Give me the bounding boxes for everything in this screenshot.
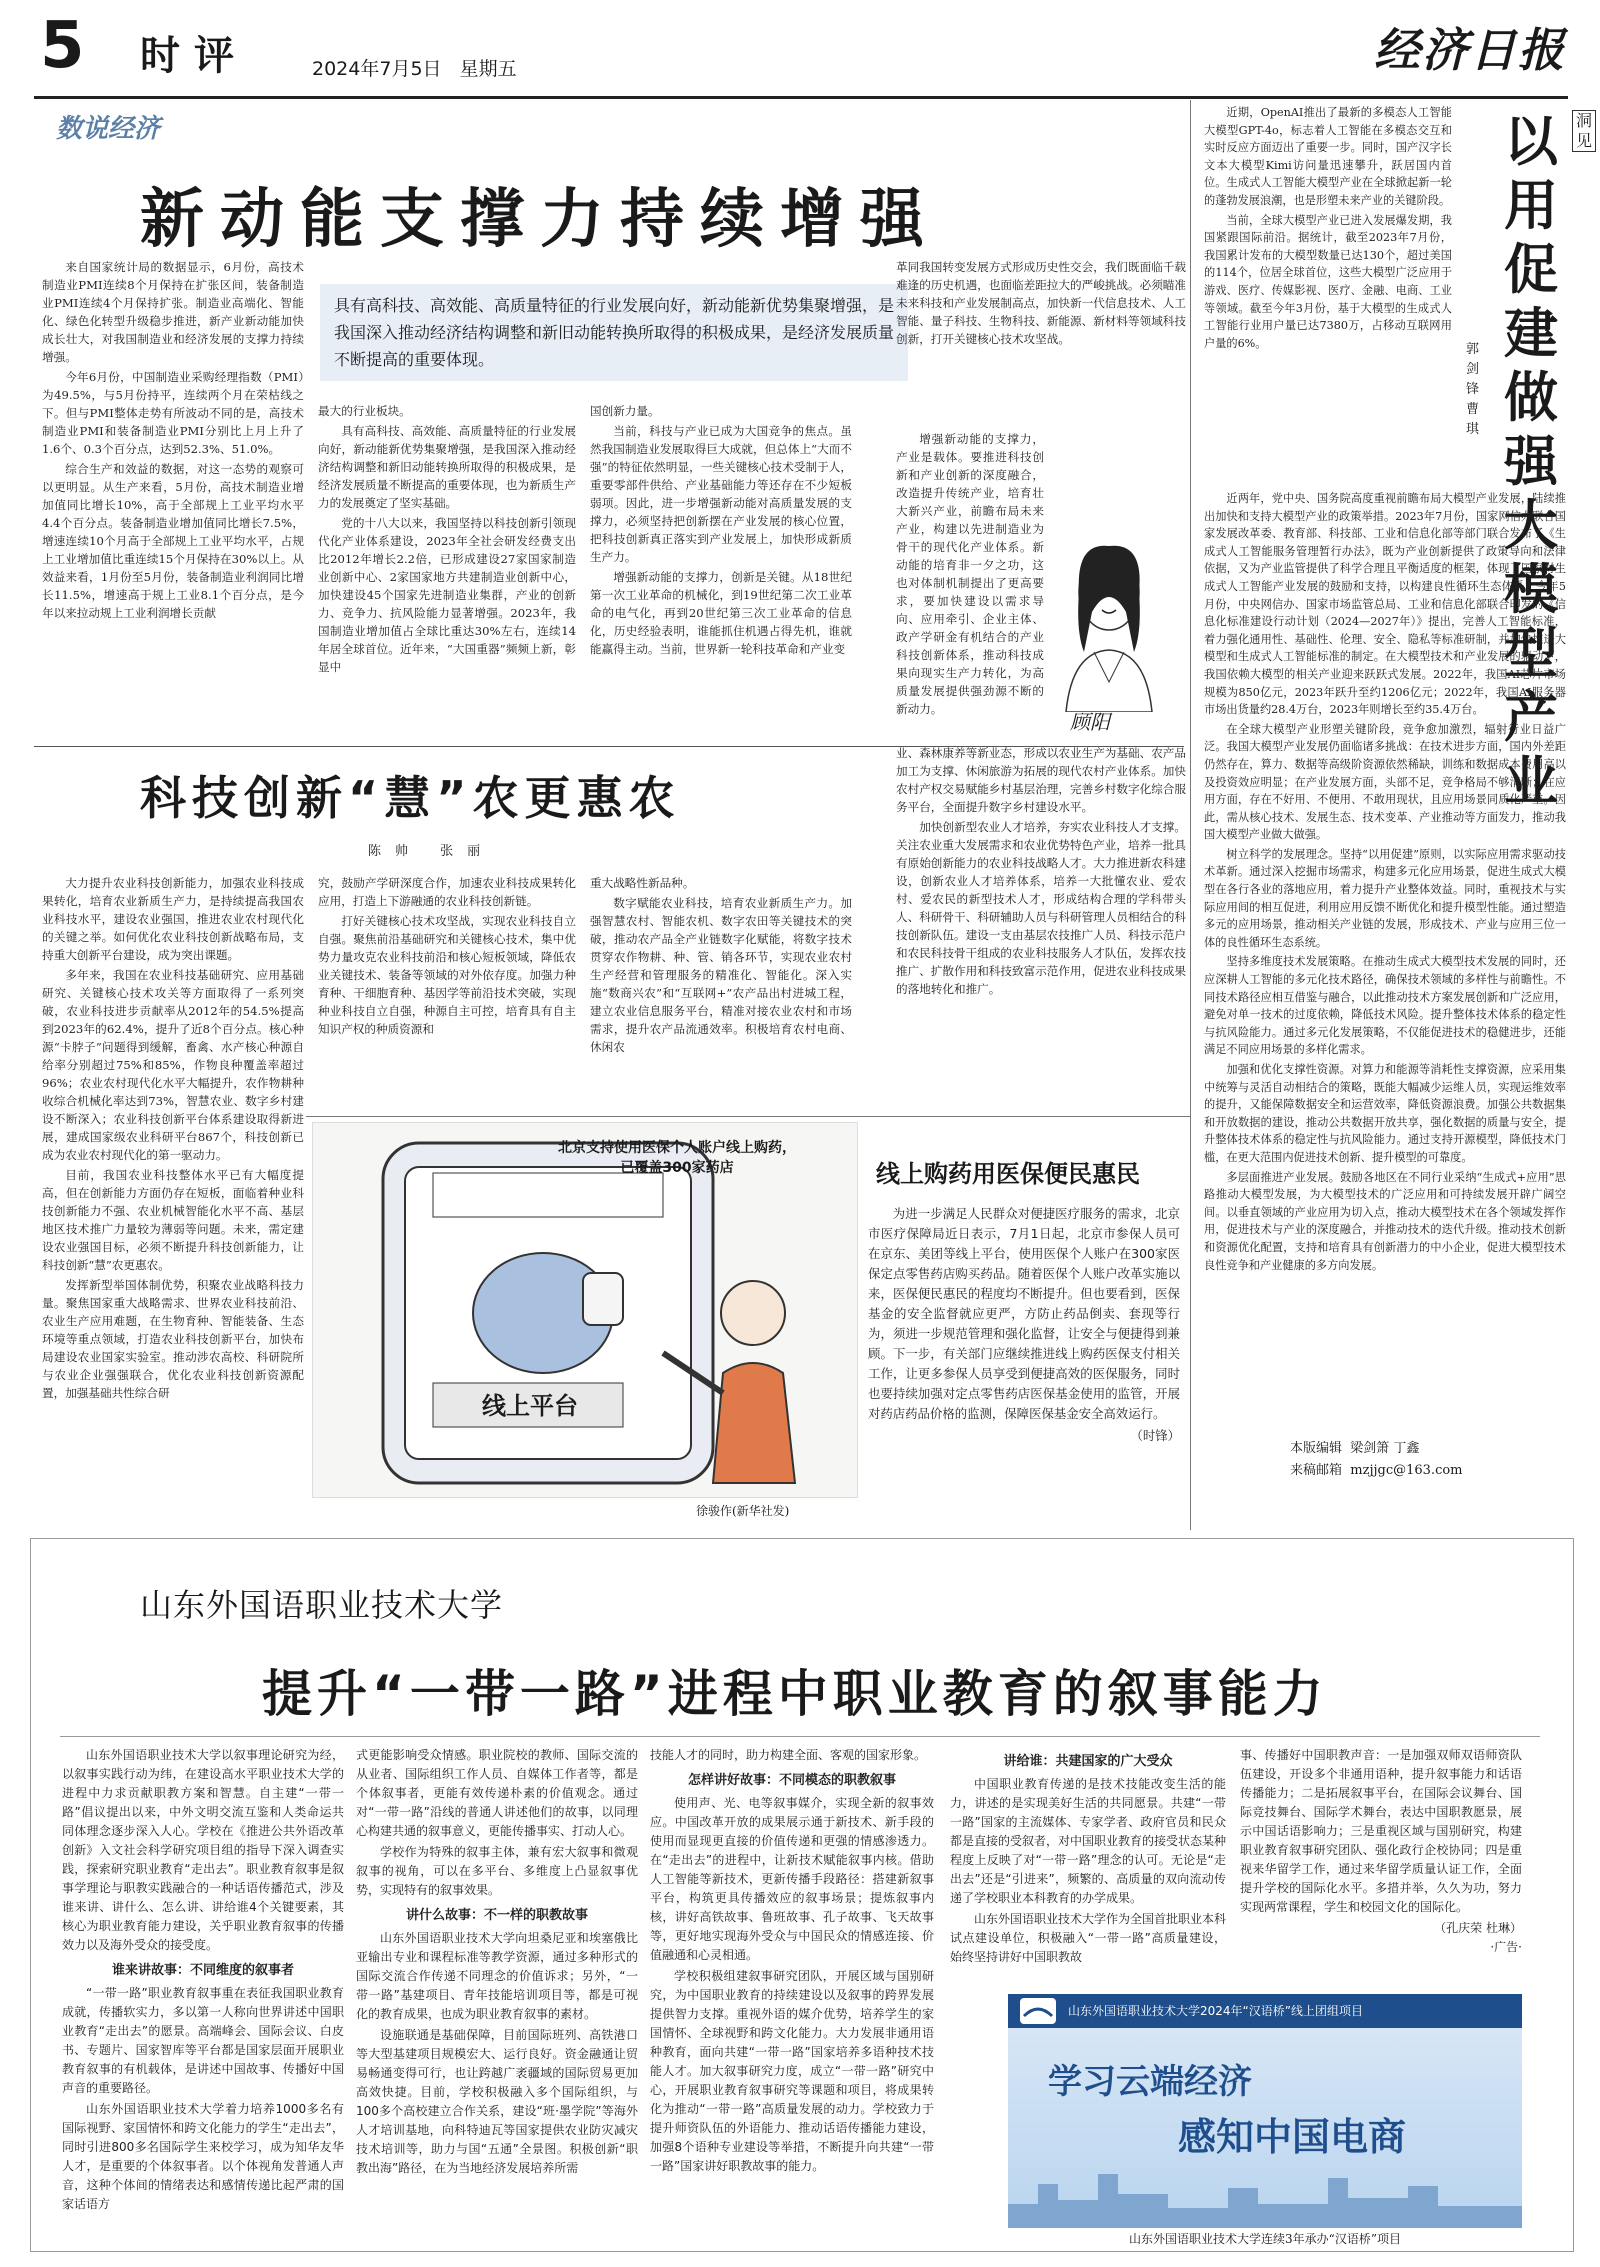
- box-title: 线上购药用医保便民惠民: [876, 1160, 1140, 1188]
- author-signature: 顾阳: [1070, 710, 1110, 734]
- cartoon-platform-label: 线上平台: [482, 1392, 578, 1420]
- second-byline: 陈帅 张丽: [368, 844, 495, 859]
- opinion-col-bottom: [1204, 490, 1566, 1410]
- ad-subheading: 怎样讲好故事：不同模态的职教叙事: [687, 1773, 896, 1788]
- paragraph: 近期，OpenAI推出了最新的多模态人工智能大模型GPT-4o，标志着人工智能在多模态交互和实时反应方面迈出了重要一步。同时，国产汉字长文本大模型Kimi访问量迅速攀升，跃居国内首位。生成式人工智能大模型产业在全球掀起新一轮的蓬勃发展浪潮，也是形塑未来产业的关键阶段。: [1204, 106, 1452, 207]
- paragraph: 山东外国语职业技术大学以叙事理论研究为经，以叙事实践行动为纬，在建设高水平职业技术大学的进程中力求贡献职教方案和智慧。自主建“一带一路”倡议提出以来，中外文明交流互鉴和人类命运共同体理念逐步深入人心。学校在《推进公共外语改革创新》入文社会科学研究项目组的指导下深入调查实践，探索研究职业教育“走出去”。职业教育叙事是叙事学理论与职教实践融合的一种话语传播范式，涉及谁来讲、讲什么、怎么讲、讲给谁4个关键要素，其核心为职业教育能力建设，关乎职业教育叙事的传播效力以及海外受众的接受度。: [62, 1748, 344, 1952]
- column-tag: 洞见: [1572, 110, 1596, 152]
- paragraph: 加强和优化支撑性资源。对算力和能源等消耗性支撑资源，应采用集中统筹与灵活自动相结合的策略，既能大幅减少运维人员，实现运维效率的提升，又能保障数据安全和运营效率，降低资源浪费。加强公共数据集和开放数据的建设，推动公共数据开放共享，强化数据的质量与安全，提升整体技术体系的稳定性与抗风险能力。通过支持开源模型，降低技术门槛，在更大范围内促进技术创新、提升模型的可靠度。: [1204, 1063, 1566, 1164]
- cartoon-illustration: [312, 1122, 858, 1498]
- lead-col-2: [318, 402, 576, 738]
- lead-headline: 新动能支撑力持续增强: [140, 183, 940, 257]
- paragraph: 中国职业教育传递的是技术技能改变生活的能力，讲述的是实现美好生活的共同愿景。共建“一带一路”国家的主流媒体、专家学者、政府官员和民众都是直接的受叙者，对中国职业教育的接受状态某种程度上反映了对“一带一路”理念的认可。无论是“走出去”还是“引进来”，频繁的、高质量的双向流动传递了学校职业本科教育的办学成果。: [950, 1777, 1226, 1905]
- paragraph: 使用声、光、电等叙事媒介，实现全新的叙事效应。中国改革开放的成果展示通于新技术、新手段的使用而显现更直接的价值传递和更强的情感渗透力。在“走出去”的进程中，让新技术赋能叙事内核。借助人工智能等新技术，更新传播手段路径：搭建新叙事平台，构筑更具传播效应的叙事场景；提炼叙事内核，讲好高铁故事、鲁班故事、孔子故事、飞天故事等，更好地实现海外受众与中国民众的情感连接、价值融通和心灵相通。: [650, 1796, 934, 1962]
- opinion-col-top: [1204, 104, 1452, 484]
- paragraph: 多层面推进产业发展。鼓励各地区在不同行业采纳“生成式+应用”思路推动大模型发展，为大模型技术的广泛应用和可持续发展开辟广阔空间。以垂直领域的产业应用为切入点，推动大模型技术在各个领域发挥作用，促进技术与产业的深度融合，并推动技术的迭代升级。推动技术创新和资源优化配置，支持和培育具有创新潜力的中小企业，促进大模型技术良性竞争和产业健康的多方向发展。: [1204, 1170, 1566, 1272]
- ad-col-5: [1240, 1746, 1522, 1986]
- city-skyline-icon: [1008, 2164, 1522, 2228]
- lead-col-4b: [896, 430, 1044, 730]
- paragraph: 国创新力量。: [590, 404, 660, 418]
- paragraph: 加快创新型农业人才培养，夯实农业科技人才支撑。关注农业重大发展需求和农业优势特色产业，培养一批具有原始创新能力的农业科技战略人才。大力推进新农科建设，创新农业人才培养体系，培养一大批懂农业、爱农村、爱农民的新型技术人才，形成结构合理的学科带头人、科研骨干、科研辅助人员与科研管理人员相结合的科技创新队伍。建设一支由基层农技推广人员、科技示范户和农民科技骨干组成的农业科技服务人才队伍，发挥农技推广、扩散作用和科技致富示范作用，促进农业科技成果的落地转化和推广。: [896, 820, 1186, 996]
- banner-caption: 山东外国语职业技术大学连续3年承办“汉语桥”项目: [1129, 2232, 1401, 2246]
- paragraph: 具有高科技、高效能、高质量特征的行业发展向好，新动能新优势集聚增强，是我国深入推动经济结构调整和新旧动能转换所取得的积极成果，是经济发展质量不断提高的重要体现，也为新质生产力的发展奠定了坚实基础。: [318, 424, 576, 510]
- paragraph: 来自国家统计局的数据显示，6月份，高技术制造业PMI连续8个月保持在扩张区间，装备制造业PMI连续4个月保持扩张。制造业高端化、智能化、绿色化转型升级稳步推进，新产业新动能加快成长壮大，对我国制造业和经济发展的支撑力持续增强。: [42, 260, 304, 364]
- hanyuqiao-logo-icon: [1018, 1996, 1058, 2026]
- paragraph: 多年来，我国在农业科技基础研究、应用基础研究、关键核心技术攻关等方面取得了一系列突破，农业科技进步贡献率从2012年的54.5%提高到2023年的62.4%，提升了近8个百分点。核心种源“卡脖子”问题得到缓解，畜禽、水产核心种源自给率分别超过75%和85%，作物良种覆盖率超过96%；农业农村现代化水平大幅提升，农作物耕种收综合机械化率达到73%，智慧农业、数字乡村建设不断深入；农业科技创新平台体系建设取得新进展，建成国家级农业科研平台867个，科技创新已成为农业农村现代化的第一驱动力。: [42, 968, 304, 1162]
- paragraph: 发挥新型举国体制优势，积聚农业战略科技力量。聚焦国家重大战略需求、世界农业科技前沿、农业生产应用难题，在生物育种、智能装备、生态环境等重点领域，打造农业科技创新平台，加快布局建设农业国家实验室。推动涉农高校、科研院所与农业企业强强联合，优化农业科技创新资源配置，加强基础共性综合研: [42, 1278, 304, 1400]
- banner-slogan-1: 学习云端经济: [1048, 2062, 1252, 2102]
- editors-label: 本版编辑: [1290, 1441, 1343, 1456]
- paragraph: 学校积极组建叙事研究团队，开展区域与国别研究，为中国职业教育的持续建设以及叙事的跨界发展提供智力支撑。重视外语的媒介优势，培养学生的家国情怀、全球视野和跨文化能力。大力发展非通用语种教育，面向共建“一带一路”国家培养多语种技术技能人才。加大叙事研究力度，成立“一带一路”研究中心，开展职业教育叙事研究等课题和项目，将成果转化为推动“一带一路”高质量发展的动力。学校致力于提升师资队伍的外语能力、推动话语传播能力建设，加强8个语种专业建设等举措，不断提升向共建“一带一路”国家讲好职教故事的能力。: [650, 1969, 934, 2173]
- paragraph: 近两年，党中央、国务院高度重视前瞻布局大模型产业发展，陆续推出加快和支持大模型产业的政策举措。2023年7月份，国家网信办联合国家发展改革委、教育部、科技部、工业和信息化部等部门联合发布了《生成式人工智能服务管理暂行办法》，既为产业创新提供了政策导向和法律依据，又为产业监管提供了科学合理且平衡适度的框架，体现了国家对生成式人工智能产业发展的鼓励和支持，以构建良性循环生态体系。今年5月份，中央网信办、国家市场监管总局、工业和信息化部联合印发的《信息化标准建设行动计划（2024—2027年）》提出，完善人工智能标准，着力强化通用性、基础性、伦理、安全、隐私等标准研制，并加快推进大模型和生成式人工智能标准的制定。在大模型技术和产业发展的驱动下，我国依赖大模型的相关产业迎来跃跃式发展。2022年，我国AI芯片市场规模为850亿元，2023年跃升至约1206亿元；2022年，我国AI服务器市场出货量约28.4万台，2023年则增长至约35.4万台。: [1204, 492, 1566, 717]
- second-col-1: [42, 874, 304, 1524]
- paragraph: 学校作为特殊的叙事主体，兼有宏大叙事和微观叙事的视角，可以在多平台、多维度上凸显叙事优势，实现特有的叙事效果。: [356, 1845, 638, 1897]
- cartoon-sign: 北京支持使用医保个人账户线上购药，已覆盖300家药店: [558, 1140, 796, 1176]
- lead-summary-box: 具有高科技、高效能、高质量特征的行业发展向好，新动能新优势集聚增强，是我国深入推动经济结构调整和新旧动能转换所取得的积极成果，是经济发展质量不断提高的重要体现。: [320, 284, 908, 381]
- advertorial-headline: 提升“一带一路”进程中职业教育的叙事能力: [262, 1665, 1328, 1723]
- paragraph: 山东外国语职业技术大学向坦桑尼亚和埃塞俄比亚输出专业和课程标准等教学资源，通过多种形式的国际交流合作传递不同理念的价值诉求；另外，“一带一路”基建项目、青年技能培训项目等，都是可视化的教育成果，也成为职业教育叙事的素材。: [356, 1931, 638, 2021]
- paragraph: 技能人才的同时，助力构建全面、客观的国家形象。: [650, 1748, 927, 1762]
- paragraph: 今年6月份，中国制造业采购经理指数（PMI）为49.5%，与5月份持平，连续两个月在荣枯线之下。但与PMI整体走势有所波动不同的是，高技术制造业PMI和装备制造业PMI分别比上月上升了1.6个、0.3个百分点，达到52.3%、51.0%。: [42, 370, 304, 456]
- second-col-3: [590, 874, 852, 1112]
- ad-author: （孔庆荣 杜琳）: [1434, 1921, 1522, 1935]
- opinion-headline: 以用促建做强大模型产业: [1504, 110, 1558, 813]
- second-col-4: [896, 744, 1186, 1112]
- paragraph: 为进一步满足人民群众对便捷医疗服务的需求，北京市医疗保障局近日表示，7月1日起，北京市参保人员可在京东、美团等线上平台，使用医保个人账户在300家医保定点零售药店购买药品。随着医保个人账户改革实施以来，医保便民惠民的程度均不断提升。但也要看到，医保基金的安全监督就应更严，方防止药品倒卖、套现等行为，须进一步规范管理和强化监督，让安全与便捷得到兼顾。下一步，有关部门应继续推进线上购药医保支付相关工作，让更多参保人员享受到便捷高效的医保服务，同时也要持续加强对定点零售药店医保基金使用的监管，开展对药店药品价格的监测，保障医保基金安全高效运行。: [868, 1206, 1180, 1421]
- paragraph: 增强新动能的支撑力，创新是关键。从18世纪第一次工业革命的机械化，到19世纪第二次工业革命的电气化，再到20世纪第三次工业革命的信息化，历史经验表明，谁能抓住机遇占得先机，谁就能赢得主动。当前，世界新一轮科技革命和产业变: [590, 570, 852, 656]
- paragraph: 革同我国转变发展方式形成历史性交会，我们既面临千载难逢的历史机遇，也面临差距拉大的严峻挑战。必须瞄准未来科技和产业发展制高点，加快新一代信息技术、人工智能、量子科技、生物科技、新能源、新材料等领域科技创新，打开关键核心技术攻坚战。: [896, 260, 1186, 346]
- paragraph: 树立科学的发展理念。坚持“以用促建”原则，以实际应用需求驱动技术革新。通过深入挖掘市场需求，构建多元化应用场景，促进生成式大模型在各行各业的落地应用，着力提升产业整体效益。同时，重视技术与实际应用间的相互促进，利用应用反馈不断优化和提升模型性能。通过塑造多元的应用场景，推动相关产业链的发展，形成技术、产业与应用三位一体的良性循环生态系统。: [1204, 847, 1566, 949]
- paragraph: 究，鼓励产学研深度合作，加速农业科技成果转化应用，打造上下游融通的农业科技创新链。: [318, 876, 576, 908]
- paragraph: 增强新动能的支撑力，产业是载体。要推进科技创新和产业创新的深度融合，改造提升传统产业，培育壮大新兴产业，前瞻布局未来产业，构建以先进制造业为骨干的现代化产业体系。新动能的培育非一夕之功，这也对体制机制提出了更高要求，要加快建设以需求导向、应用牵引、企业主体、政产学研金有机结合的产业科技创新体系，推动科技成果向现实生产力转化，为高质量发展提供强劲源不断的新动力。: [896, 432, 1044, 716]
- date: 2024年7月5日: [312, 58, 442, 80]
- author-portrait: [1046, 532, 1172, 712]
- paragraph: 坚持多维度技术发展策略。在推动生成式大模型技术发展的同时，还应深耕人工智能的多元化技术路径，确保技术领域的多样性与前瞻性。不同技术路径应相互借鉴与融合，以此推动技术方案发展创新和广泛应用，避免对单一技术的过度依赖，降低技术风险。提升整体技术体系的稳定性与抗风险能力。通过多元化发展策略，不仅能促进技术的稳健进步，还能满足不同应用场景的多样化需求。: [1204, 955, 1566, 1057]
- editors-names: 梁剑箫 丁鑫: [1350, 1441, 1420, 1456]
- box-author: （时锋）: [1130, 1428, 1180, 1443]
- cartoon-drawing: [313, 1123, 857, 1497]
- email-label: 来稿邮箱: [1290, 1463, 1343, 1478]
- section-name: 时评: [140, 33, 248, 79]
- cartoon-credit: 徐骏作(新华社发): [696, 1504, 790, 1518]
- ad-subheading: 讲什么故事：不一样的职教故事: [405, 1908, 588, 1923]
- promo-banner: [1008, 1994, 1522, 2228]
- advertorial-rule: [60, 1736, 1540, 1737]
- opinion-author: 郭剑锋 曹琪: [1466, 342, 1480, 437]
- masthead-logo: 经济日报: [1374, 23, 1566, 77]
- paragraph: 在全球大模型产业形塑关键阶段，竞争愈加激烈，辐射行业日益广泛。我国大模型产业发展仍面临诸多挑战：在技术进步方面，国内外差距仍然存在，算力、数据等高级阶资源依然稀缺，训练和数据成本费用高以及投资效应明显；在产业发展方面，头部不足，竞争格局不够清晰；在应用方面，存在不好用、不便用、不敢用现状，且应用场景同质化严重。因此，需从核心技术、发展生态、技术变革、产业推动等方面发力，推动我国大模型产业做大做强。: [1204, 722, 1566, 842]
- paragraph: 大力提升农业科技创新能力，加强农业科技成果转化，培育农业新质生产力，是持续提高我国农业科技水平，建设农业强国，推进农业农村现代化的关键之举。如何优化农业科技创新战略布局，支持重大创新平台建设，成为突出课题。: [42, 876, 304, 962]
- header-rule: [34, 96, 1568, 99]
- paragraph: 事、传播好中国职教声音：一是加强双师双语师资队伍建设，开设多个非通用语种，提升叙事能力和话语传播能力；二是拓展叙事平台，在国际会议舞台、国际竞技舞台、国际学术舞台，表达中国职教愿景，展示中国话语影响力；三是重视区域与国别研究，构建职业教育叙事研究团队、强化政行企校协同；四是重视来华留学工作，通过来华留学质量认证工作，全面提升学校的国际化水平。多措并举，久久为功，努力实现两常课程，学生和校园文化的国际化。: [1240, 1748, 1522, 1914]
- kicker-label: 数说经济: [56, 114, 161, 144]
- column-divider: [1190, 100, 1191, 1530]
- paragraph: 最大的行业板块。: [318, 404, 411, 418]
- paragraph: 当前，全球大模型产业已进入发展爆发期，我国紧跟国际前沿。据统计，截至2023年7月份，我国累计发布的大模型数量已达130个，超过美国的114个，位居全球首位，这些大模型广泛应用于游戏、医疗、传媒影视、医疗、金融、电商、工业等领域。截至今年3月份，基于大模型的生成式人工智能行业用户量已达7380万，占移动互联网用户量的6%。: [1204, 213, 1452, 350]
- email-address[interactable]: mzjjgc@163.com: [1350, 1463, 1463, 1478]
- paragraph: 式更能影响受众情感。职业院校的教师、国际交流的从业者、国际组织工作人员、自媒体工作者等，都是个体叙事者，更能有效传递朴素的价值观念。通过对“一带一路”沿线的普通人讲述他们的故事，以同理心构建共通的叙事意义，更能传播事实、打动人心。: [356, 1748, 638, 1838]
- advertorial-school: 山东外国语职业技术大学: [140, 1586, 504, 1624]
- ad-col-1: [62, 1746, 344, 2236]
- ad-tag: ·广告·: [1490, 1940, 1522, 1954]
- paragraph: “一带一路”职业教育叙事重在表征我国职业教育成就，传播软实力，多以第一人称向世界讲述中国职业教育“走出去”的愿景。高端峰会、国际会议、白皮书、专题片、国家智库等平台都是国家层面开展职业教育叙事的有机载体，是讲述中国故事、传播好中国声音的重要路径。: [62, 1986, 344, 2095]
- paragraph: 目前，我国农业科技整体水平已有大幅度提高，但在创新能力方面仍存在短板，面临着种业科技创新能力不强、农业机械智能化水平不高、基层地区技术推广力量较为薄弱等问题。未来，需定建设农业强国目标，必须不断提升科技创新能力，让科技创新“慧”农更惠农。: [42, 1168, 304, 1272]
- ad-col-2: [356, 1746, 638, 2236]
- paragraph: 党的十八大以来，我国坚持以科技创新引领现代化产业体系建设，2023年全社会研发经费支出比2012年增长2.2倍，已形成建设27家国家制造业创新中心、2家国家地方共建制造业创新中心，加快建设45个国家先进制造业集群，产业的创新力、竞争力、抗风险能力显著增强。2023年，我国制造业增加值占全球比重达30%左右，连续14年居全球首位。近年来，“大国重器”频频上新，彰显中: [318, 516, 576, 674]
- paragraph: 山东外国语职业技术大学作为全国首批职业本科试点建设单位，积极融入“一带一路”高质量建设，始终坚持讲好中国职教故: [950, 1912, 1226, 1964]
- box-text: [868, 1204, 1180, 1520]
- paragraph: 业、森林康养等新业态，形成以农业生产为基础、农产品加工为支撑、休闲旅游为拓展的现代农村产业体系。加快农村产权交易赋能乡村基层治理，完善乡村数字化综合服务平台，全面提升数字乡村建设水平。: [896, 746, 1186, 814]
- paragraph: 山东外国语职业技术大学着力培养1000多名有国际视野、家国情怀和跨文化能力的学生“走出去”，同时引进800多名国际学生来校学习，成为知华友华人才，是重要的个体叙事者。以个体视角发普通人声音，这种个体间的情绪表达和感情传递比起严肃的国家话语方: [62, 2102, 344, 2211]
- banner-label: 山东外国语职业技术大学2024年“汉语桥”线上团组项目: [1008, 1994, 1522, 2028]
- paragraph: 设施联通是基础保障，目前国际班列、高铁港口等大型基建项目规模宏大、运行良好。资金融通让贸易畅通变得可行，也让跨越广袤疆域的国际贸易更加高效快捷。目前，学校积极融入多个国际组织，与100多个高校建立合作关系，建设“班·墨学院”等海外人才培训基地，向科特迪瓦等国家提供农业防灾减灾技术培训等，助力与国“五通”全景图。积极创新“职教出海”路径，在为当地经济发展培养所需: [356, 2028, 638, 2175]
- paragraph: 重大战略性新品种。: [590, 876, 695, 890]
- ad-col-3: [650, 1746, 934, 2236]
- banner-slogan-2: 感知中国电商: [1178, 2115, 1407, 2159]
- page-number: 5: [40, 9, 85, 83]
- dateline: [312, 54, 517, 81]
- paragraph: 综合生产和效益的数据，对这一态势的观察可以更明显。从生产来看，5月份，高技术制造业增加值同比增长10%，高于全部规上工业平均水平4.4个百分点。装备制造业增加值同比增长7.5%，增速连续10个月高于全部规上工业平均水平，占规上工业增加值比重连续15个月保持在30%以上。从效益来看，1月份至5月份，装备制造业利润同比增长11.5%，增速高于规上工业8.1个百分点，是今年以来拉动规上工业利润增长贡献: [42, 462, 304, 620]
- second-headline: 科技创新“慧”农更惠农: [140, 771, 681, 825]
- ad-col-4: [950, 1746, 1226, 1986]
- weekday: 星期五: [459, 58, 517, 80]
- second-col-2: [318, 874, 576, 1112]
- lead-col-1: [42, 258, 304, 738]
- editors-block: [1290, 1438, 1463, 1482]
- ad-subheading: 讲给谁：共建国家的广大受众: [1003, 1754, 1173, 1769]
- ad-subheading: 谁来讲故事：不同维度的叙事者: [111, 1963, 294, 1978]
- lead-col-3: [590, 402, 852, 738]
- paragraph: 数字赋能农业科技，培育农业新质生产力。加强智慧农村、智能农机、数字农田等关键技术的突破，推动农产品全产业链数字化赋能，将数字技术贯穿农作物耕、种、管、销各环节，实现农业农村生产经营和管理服务的精准化、智能化。深入实施“数商兴农”和“互联网+”农产品出村进城工程，建立农业信息服务平台，精准对接农业农村和市场需求，提升农产品流通效率。积极培育农村电商、休闲农: [590, 896, 852, 1054]
- paragraph: 打好关键核心技术攻坚战，实现农业科技自立自强。聚焦前沿基础研究和关键核心技术，集中优势力量攻克农业科技前沿和核心短板领域，降低农业关键技术、装备等领域的对外依存度。加强力种育种、干细胞育种、基因学等前沿技术突破，实现种业科技自立自强，种源自主可控，培育具有自主知识产权的种质资源和: [318, 914, 576, 1036]
- paragraph: 当前，科技与产业已成为大国竞争的焦点。虽然我国制造业发展取得巨大成就，但总体上“大而不强”的特征依然明显，一些关键核心技术受制于人，重要零部件供给、产业基础能力等还存在不少短板弱项。因此，进一步增强新动能对高质量发展的支撑力，必须坚持把创新摆在产业发展的核心位置，把科技创新真正落实到产业发展上，加快形成新质生产力。: [590, 424, 852, 564]
- portrait-drawing: [1046, 532, 1172, 712]
